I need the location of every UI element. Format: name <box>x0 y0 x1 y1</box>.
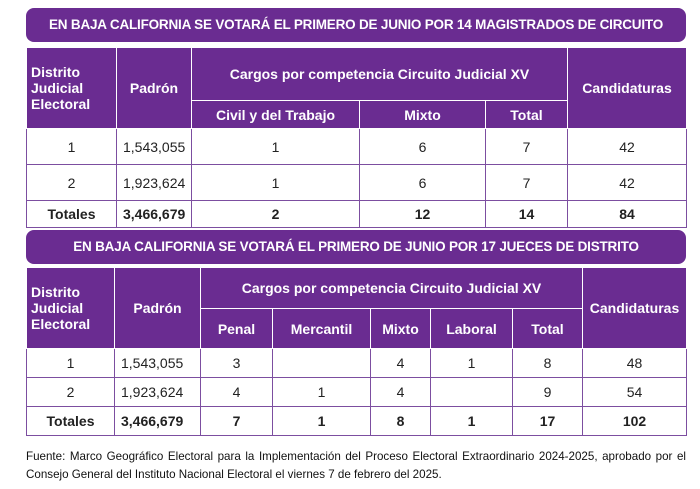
totals-padron: 3,466,679 <box>115 407 201 436</box>
cell-distrito: 2 <box>27 378 115 407</box>
totals-row <box>27 407 687 436</box>
header-candidaturas: Candidaturas <box>583 268 687 349</box>
cell-total: 7 <box>486 129 568 165</box>
cell-mercantil <box>273 349 371 378</box>
source-note: Fuente: Marco Geográfico Electoral para la Implementación del Proceso Electoral Extraordinario 2024-2025, aprobado por el Consejo General del Instituto Nacional Electoral el viernes 7 de febrero del 2025. <box>26 450 686 481</box>
cell-laboral: 1 <box>431 349 513 378</box>
cell-mixto: 6 <box>360 165 486 201</box>
cell-padron: 1,923,624 <box>117 165 192 201</box>
totals-label: Totales <box>27 407 115 436</box>
cell-padron: 1,923,624 <box>115 378 201 407</box>
header-civil: Civil y del Trabajo <box>192 101 360 129</box>
table-row <box>27 165 687 201</box>
totals-mercantil: 1 <box>273 407 371 436</box>
jueces-banner: EN BAJA CALIFORNIA SE VOTARÁ EL PRIMERO DE JUNIO POR 17 JUECES DE DISTRITO <box>26 230 686 264</box>
cell-candidaturas: 42 <box>568 129 687 165</box>
cell-penal: 3 <box>201 349 273 378</box>
table-row <box>27 378 687 407</box>
cell-distrito: 2 <box>27 165 117 201</box>
cell-mixto: 6 <box>360 129 486 165</box>
header-laboral: Laboral <box>431 309 513 349</box>
cell-laboral <box>431 378 513 407</box>
table-row <box>27 349 687 378</box>
cell-candidaturas: 54 <box>583 378 687 407</box>
totals-label: Totales <box>27 201 117 228</box>
cell-mixto: 4 <box>371 349 431 378</box>
header-cargos: Cargos por competencia Circuito Judicial XV <box>192 48 568 101</box>
totals-row <box>27 201 687 228</box>
cell-total: 9 <box>513 378 583 407</box>
magistrados-banner: EN BAJA CALIFORNIA SE VOTARÁ EL PRIMERO DE JUNIO POR 14 MAGISTRADOS DE CIRCUITO <box>26 8 686 42</box>
header-total: Total <box>486 101 568 129</box>
cell-civil: 1 <box>192 165 360 201</box>
totals-candidaturas: 102 <box>583 407 687 436</box>
cell-distrito: 1 <box>27 349 115 378</box>
totals-mixto: 8 <box>371 407 431 436</box>
cell-distrito: 1 <box>27 129 117 165</box>
totals-total: 17 <box>513 407 583 436</box>
table-row <box>27 129 687 165</box>
header-penal: Penal <box>201 309 273 349</box>
header-padron: Padrón <box>117 48 192 129</box>
totals-laboral: 1 <box>431 407 513 436</box>
cell-total: 8 <box>513 349 583 378</box>
cell-padron: 1,543,055 <box>117 129 192 165</box>
totals-penal: 7 <box>201 407 273 436</box>
header-distrito: Distrito Judicial Electoral <box>27 48 117 129</box>
cell-mercantil: 1 <box>273 378 371 407</box>
magistrados-section <box>26 8 686 228</box>
magistrados-table <box>26 47 687 228</box>
cell-total: 7 <box>486 165 568 201</box>
header-distrito: Distrito Judicial Electoral <box>27 268 115 349</box>
totals-padron: 3,466,679 <box>117 201 192 228</box>
totals-candidaturas: 84 <box>568 201 687 228</box>
cell-candidaturas: 42 <box>568 165 687 201</box>
header-total: Total <box>513 309 583 349</box>
jueces-table <box>26 267 687 436</box>
jueces-section <box>26 230 686 436</box>
cell-candidaturas: 48 <box>583 349 687 378</box>
header-mixto: Mixto <box>371 309 431 349</box>
cell-padron: 1,543,055 <box>115 349 201 378</box>
cell-civil: 1 <box>192 129 360 165</box>
totals-mixto: 12 <box>360 201 486 228</box>
totals-civil: 2 <box>192 201 360 228</box>
header-cargos: Cargos por competencia Circuito Judicial XV <box>201 268 583 309</box>
totals-total: 14 <box>486 201 568 228</box>
header-candidaturas: Candidaturas <box>568 48 687 129</box>
cell-mixto: 4 <box>371 378 431 407</box>
header-mixto: Mixto <box>360 101 486 129</box>
header-mercantil: Mercantil <box>273 309 371 349</box>
header-padron: Padrón <box>115 268 201 349</box>
cell-penal: 4 <box>201 378 273 407</box>
